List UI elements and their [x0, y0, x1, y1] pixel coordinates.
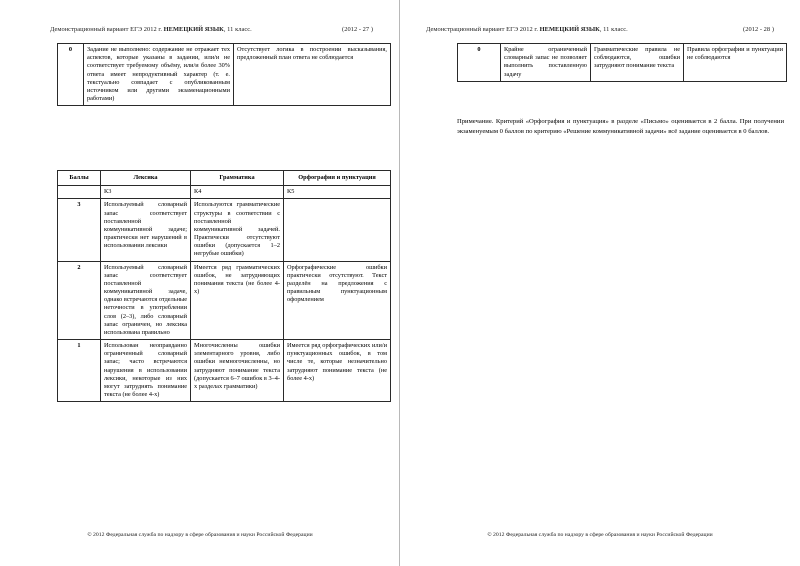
- criteria-table-continued: [57, 43, 391, 106]
- header-grammar: Грамматика: [191, 171, 284, 186]
- grammar-cell: Имеется ряд грамматических ошибок, не затрудняющих понимания текста (не более 4-х): [191, 261, 284, 340]
- lexis-cell: Использован неоправданно ограниченный словарный запас; часто встречаются нарушения в использовании лексики, некоторые из них могут затруднять понимание текста (не более 4-х): [101, 340, 191, 402]
- score-cell: 3: [58, 199, 101, 261]
- page-footer-right: [400, 532, 800, 538]
- content-cell-logic: Отсутствует логика в построении высказывания, предложенный план ответа не соблюдается: [234, 44, 391, 106]
- spelling-cell: Правила орфографии и пунктуации не соблюдаются: [684, 44, 787, 82]
- spelling-cell: Имеется ряд орфографических или/и пунктуационных ошибок, в том числе те, которые незначительно затрудняют понимание текста (не более 4-х): [284, 340, 391, 402]
- score-cell: 0: [58, 44, 84, 106]
- running-head-subject: НЕМЕЦКИЙ ЯЗЫК: [163, 26, 224, 33]
- criteria-code-row: [58, 186, 391, 199]
- table-row: [58, 44, 391, 106]
- table-row: [458, 44, 787, 82]
- table-row: [58, 199, 391, 261]
- running-head-prefix: Демонстрационный вариант ЕГЭ 2012 г.: [426, 26, 538, 33]
- running-head-right: [418, 26, 782, 38]
- score-cell: 0: [458, 44, 501, 82]
- code-k4: К4: [191, 186, 284, 199]
- lexis-cell: Используемый словарный запас соответствует поставленной коммуникативной задаче; практически нет нарушений в использовании лексики: [101, 199, 191, 261]
- table-row: [58, 340, 391, 402]
- header-lexis: Лексика: [101, 171, 191, 186]
- code-k5: К5: [284, 186, 391, 199]
- criteria-table-zero-row: [457, 43, 787, 82]
- footer-text: © 2012 Федеральная служба по надзору в сфере образования и науки Российской Федерации: [487, 532, 713, 538]
- page-footer-left: [0, 532, 400, 538]
- score-cell: 1: [58, 340, 101, 402]
- table-header-row: [58, 171, 391, 186]
- running-head-left: [42, 26, 381, 38]
- footer-text: © 2012 Федеральная служба по надзору в сфере образования и науки Российской Федерации: [87, 532, 313, 538]
- score-cell: 2: [58, 261, 101, 340]
- page-marker: (2012 - 28 ): [743, 26, 774, 33]
- code-k3: К3: [101, 186, 191, 199]
- grammar-cell: Используются грамматические структуры в соответствии с поставленной коммуникативной задачей. Практически отсутствуют ошибки (допускается 1–2 негрубые ошибки): [191, 199, 284, 261]
- code-empty: [58, 186, 101, 199]
- note-paragraph: [457, 117, 784, 136]
- spelling-cell: Орфографические ошибки практически отсутствуют. Текст разделён на предложения с правильным пунктуационным оформлением: [284, 261, 391, 340]
- spelling-cell: [284, 199, 391, 261]
- note-text: Примечание. Критерий «Орфография и пунктуация» в разделе «Письмо» оценивается в 2 балла. При получении экзаменуемым 0 баллов по критерию «Решение коммуникативной задачи» всё задание оценивается в 0 баллов.: [457, 118, 784, 135]
- page-marker: (2012 - 27 ): [342, 26, 373, 33]
- running-head-prefix: Демонстрационный вариант ЕГЭ 2012 г.: [50, 26, 162, 33]
- header-score: Баллы: [58, 171, 101, 186]
- header-spelling: Орфография и пунктуация: [284, 171, 391, 186]
- running-head-grade: , 11 класс.: [599, 26, 628, 33]
- lexis-cell: Используемый словарный запас соответствует поставленной коммуникативной задаче, однако встречаются отдельные неточности в употреблении слов (2–3), либо словарный запас ограничен, но лексика использована правильно: [101, 261, 191, 340]
- running-head-subject: НЕМЕЦКИЙ ЯЗЫК: [539, 26, 600, 33]
- table-row: [58, 261, 391, 340]
- page-right: [400, 0, 800, 566]
- grammar-cell: Грамматические правила не соблюдаются, ошибки затрудняют понимание текста: [591, 44, 684, 82]
- grammar-cell: Многочисленны ошибки элементарного уровня, либо ошибки немногочисленны, но затрудняют понимание текста (допускается 6–7 ошибок в 3–4-х разделах грамматики): [191, 340, 284, 402]
- running-head-grade: , 11 класс.: [223, 26, 252, 33]
- content-cell-task: Задание не выполнено: содержание не отражает тех аспектов, которые указаны в задании, или/и не соответствует требуемому объёму, или/и более 30% ответа имеет непродуктивный характер (т. е. текстуально совпадает с опубликованным источником или другими экзаменационными работами): [84, 44, 234, 106]
- lexis-cell: Крайне ограниченный словарный запас не позволяет выполнить поставленную задачу: [501, 44, 591, 82]
- criteria-table-main: [57, 170, 391, 402]
